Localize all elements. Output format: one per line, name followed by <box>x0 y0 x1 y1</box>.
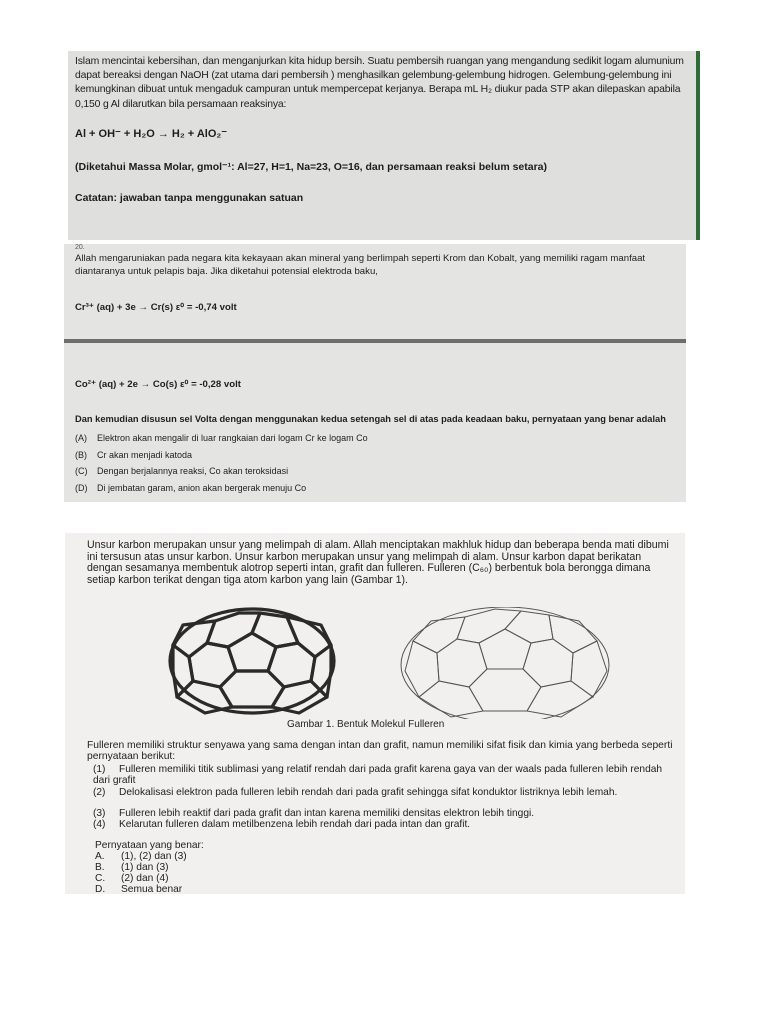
statement-text: Delokalisasi elektron pada fulleren lebih rendah dari pada grafit sehingga sifat konduktor listriknya lebih lemah. <box>119 787 618 798</box>
q3-statement-3 <box>93 808 678 819</box>
q1-note: Catatan: jawaban tanpa menggunakan satuan <box>75 191 304 204</box>
q1-known-data: (Diketahui Massa Molar, gmol⁻¹: Al=27, H=1, Na=23, O=16, dan persamaan reaksi belum setara) <box>75 160 548 173</box>
option-letter: (C) <box>75 466 88 476</box>
answer-text: (2) dan (4) <box>121 873 169 884</box>
q2-number: 20. <box>75 244 85 251</box>
option-text: Cr akan menjadi katoda <box>97 450 193 460</box>
answer-text: (1), (2) dan (3) <box>121 851 187 862</box>
answer-text: (1) dan (3) <box>121 862 169 873</box>
option-letter: (A) <box>75 433 87 443</box>
statement-text: Fulleren lebih reaktif dari pada grafit dan intan karena memiliki densitas elektron lebih tinggi. <box>119 808 535 819</box>
statement-number: (1) <box>93 764 106 775</box>
statement-number: (3) <box>93 808 106 819</box>
fullerene-figure <box>65 607 685 719</box>
statement-number: (4) <box>93 819 106 830</box>
option-text: Elektron akan mengalir di luar rangkaian dari logam Cr ke logam Co <box>97 433 368 443</box>
q3-statement-2 <box>93 787 678 798</box>
question-3-photo <box>65 533 685 894</box>
q3-answer-a <box>95 851 187 862</box>
question-1-photo <box>68 51 700 240</box>
q1-paragraph: Islam mencintai kebersihan, dan menganjurkan kita hidup bersih. Suatu pembersih ruangan yang mengandung sedikit logam alumunium dapat bereaksi dengan NaOH (zat utama dari pembersih ) menghasilkan gelembung-gelembung hidrogen. Gelembung-gelembung ini kemungkinan dibuat untuk mengaduk campuran untuk mempercepat kerjanya. Berapa mL H₂ diukur pada STP akan dilepaskan apabila 0,150 g Al dilarutkan bila persamaan reaksinya: <box>75 56 684 110</box>
option-text: Di jembatan garam, anion akan bergerak menuju Co <box>97 483 307 493</box>
answer-letter: D. <box>95 884 106 894</box>
figure-caption: Gambar 1. Bentuk Molekul Fulleren <box>287 719 445 730</box>
option-letter: (D) <box>75 483 88 493</box>
q3-answer-c <box>95 873 169 884</box>
question-2-photo <box>64 244 686 502</box>
fullerene-ball-stick-model <box>170 609 334 713</box>
q3-question-stem: Fulleren memiliki struktur senyawa yang sama dengan intan dan grafit, namun memiliki sifat fisik dan kimia yang berbeda seperti pernyataan berikut: <box>87 740 673 763</box>
answer-letter: A. <box>95 851 105 862</box>
photo-divider <box>64 339 686 343</box>
q3-answer-b <box>95 862 169 873</box>
option-text: Dengan berjalannya reaksi, Co akan teroksidasi <box>97 466 289 476</box>
answer-letter: C. <box>95 873 106 884</box>
q3-answer-prompt: Pernyataan yang benar: <box>95 840 204 851</box>
option-letter: (B) <box>75 450 87 460</box>
q2-option-b <box>75 450 192 460</box>
fullerene-outline-model <box>401 607 609 719</box>
q3-statement-4 <box>93 819 678 830</box>
q2-equation-cobalt: Co²⁺ (aq) + 2e → Co(s) ε⁰ = -0,28 volt <box>75 379 241 390</box>
q2-option-a <box>75 433 368 443</box>
statement-text: Fulleren memiliki titik sublimasi yang relatif rendah dari pada grafit karena gaya van der waals pada fulleren lebih rendah dari grafit <box>93 764 663 786</box>
answer-text: Semua benar <box>121 884 183 894</box>
q2-paragraph: Allah mengaruniakan pada negara kita kekayaan akan mineral yang berlimpah seperti Krom dan Kobalt, yang memiliki ragam manfaat diantaranya untuk pelapis baja. Jika diketahui potensial elektroda baku, <box>75 253 646 277</box>
q1-equation: Al + OH⁻ + H₂O → H₂ + AlO₂⁻ <box>75 127 228 140</box>
statement-number: (2) <box>93 787 106 798</box>
q2-equation-chromium: Cr³⁺ (aq) + 3e → Cr(s) ε⁰ = -0,74 volt <box>75 302 237 313</box>
photo-edge <box>696 51 700 240</box>
q3-answer-d <box>95 884 182 894</box>
q2-option-c <box>75 466 288 476</box>
q3-statement-1 <box>93 764 678 786</box>
q2-question-stem: Dan kemudian disusun sel Volta dengan menggunakan kedua setengah sel di atas pada keadaan baku, pernyataan yang benar adalah <box>75 414 666 424</box>
statement-text: Kelarutan fulleren dalam metilbenzena lebih rendah dari pada intan dan grafit. <box>119 819 471 830</box>
q2-option-d <box>75 483 306 493</box>
q3-intro: Unsur karbon merupakan unsur yang melimpah di alam. Allah menciptakan makhluk hidup dan beberapa benda mati dibumi ini tersusun atas unsur karbon. Unsur karbon merupakan unsur yang melimpah di alam. Unsur karbon dapat berikatan dengan sesamanya membentuk alotrop seperti intan, grafit dan fulleren. Fulleren (C₆₀) berbentuk bola berongga dimana setiap karbon terikat dengan tiga atom karbon yang lain (Gambar 1). <box>87 539 669 586</box>
answer-letter: B. <box>95 862 105 873</box>
